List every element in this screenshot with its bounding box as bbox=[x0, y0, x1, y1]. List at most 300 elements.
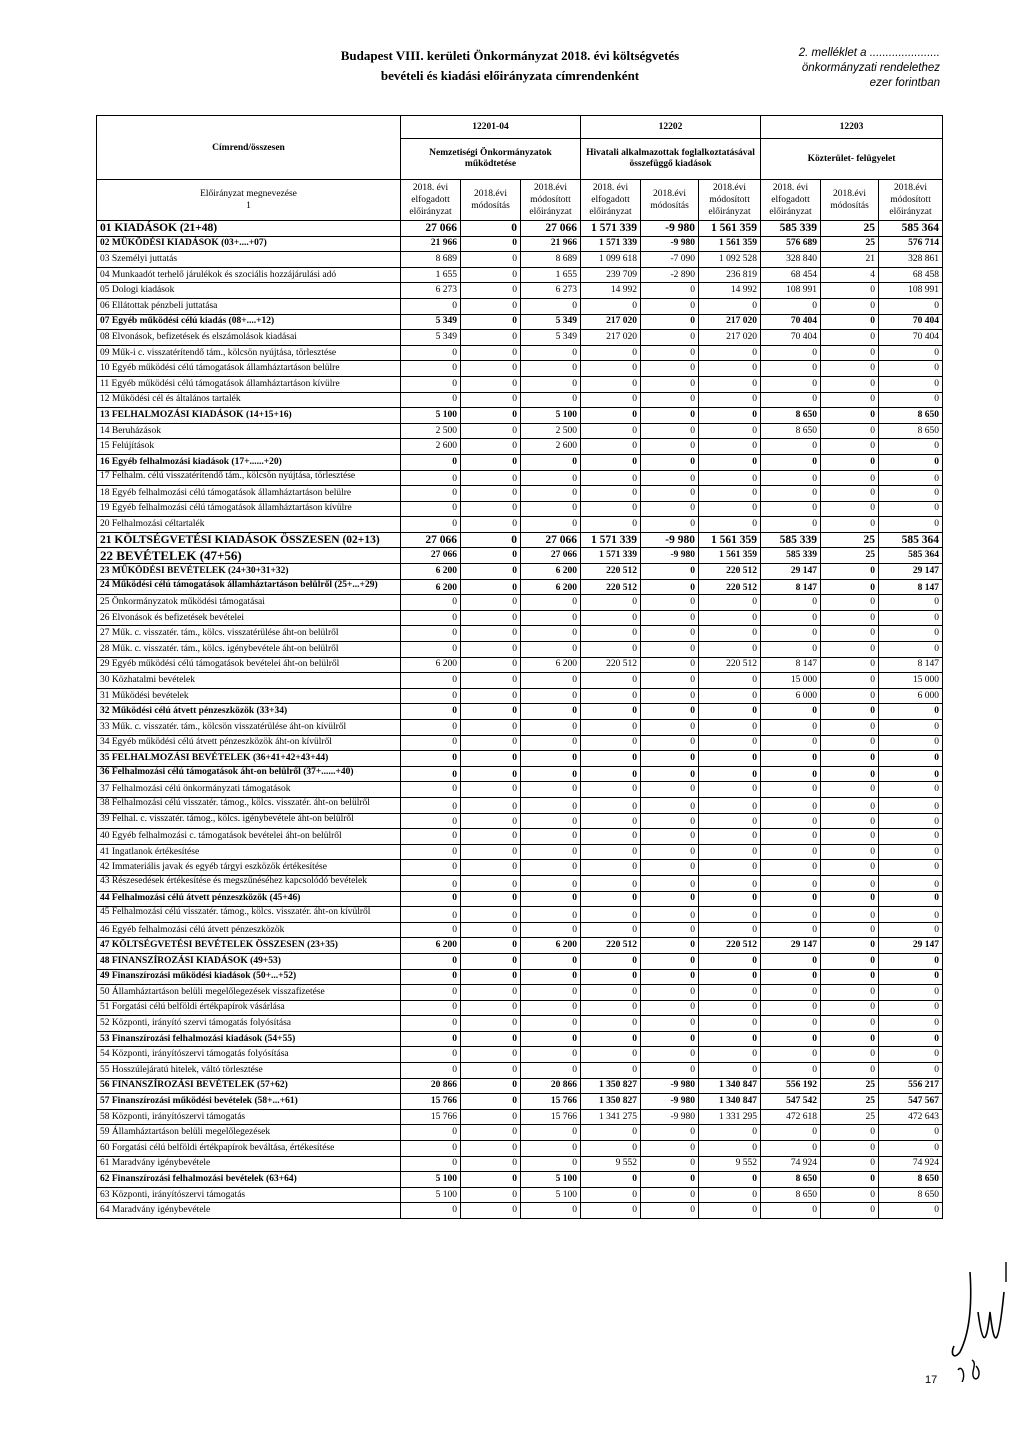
value-cell: 220 512 bbox=[699, 938, 761, 954]
table-row bbox=[97, 392, 943, 408]
corner-cimrend: Címrend/összesen bbox=[97, 116, 401, 180]
value-cell: 0 bbox=[879, 392, 943, 408]
value-cell: 0 bbox=[521, 1063, 581, 1079]
value-cell: 0 bbox=[401, 907, 461, 923]
value-cell: 6 200 bbox=[521, 938, 581, 954]
value-cell: 576 689 bbox=[761, 236, 821, 252]
value-cell: 0 bbox=[641, 969, 699, 985]
value-cell: 0 bbox=[581, 953, 641, 969]
row-label: 13 FELHALMOZÁSI KIADÁSOK (14+15+16) bbox=[97, 408, 401, 424]
value-cell: 0 bbox=[699, 673, 761, 689]
value-cell: 0 bbox=[879, 720, 943, 736]
value-cell: 0 bbox=[761, 1203, 821, 1219]
row-label: 63 Központi, irányítószervi támogatás bbox=[97, 1187, 401, 1203]
value-cell: 0 bbox=[521, 1047, 581, 1063]
value-cell: 0 bbox=[641, 361, 699, 377]
value-cell: 0 bbox=[521, 470, 581, 486]
row-label: 53 Finanszírozási felhalmozási kiadások (54+55) bbox=[97, 1031, 401, 1047]
value-cell: 0 bbox=[401, 1047, 461, 1063]
table-row bbox=[97, 1172, 943, 1188]
row-label: 26 Elvonások és befizetések bevételei bbox=[97, 610, 401, 626]
value-cell: 0 bbox=[641, 1203, 699, 1219]
value-cell: 0 bbox=[821, 564, 879, 580]
value-cell: 0 bbox=[521, 922, 581, 938]
value-cell: 0 bbox=[641, 408, 699, 424]
value-cell: 70 404 bbox=[761, 314, 821, 330]
value-cell: 1 571 339 bbox=[581, 548, 641, 564]
value-cell: 0 bbox=[581, 517, 641, 533]
value-cell: 0 bbox=[401, 875, 461, 891]
value-cell: 0 bbox=[401, 829, 461, 845]
value-cell: 0 bbox=[699, 361, 761, 377]
value-cell: 0 bbox=[641, 423, 699, 439]
value-cell: 0 bbox=[641, 938, 699, 954]
value-cell: 0 bbox=[461, 797, 521, 813]
value-cell: 472 618 bbox=[761, 1109, 821, 1125]
value-cell: 0 bbox=[581, 891, 641, 907]
value-cell: 0 bbox=[821, 797, 879, 813]
value-cell: 0 bbox=[521, 766, 581, 782]
value-cell: 0 bbox=[761, 969, 821, 985]
value-cell: 0 bbox=[581, 782, 641, 798]
column-header: 2018.évi módosítás bbox=[641, 180, 699, 221]
value-cell: 0 bbox=[821, 766, 879, 782]
row-label: 08 Elvonások, befizetések és elszámolások kiadásai bbox=[97, 330, 401, 346]
value-cell: 0 bbox=[641, 298, 699, 314]
value-cell: 0 bbox=[699, 844, 761, 860]
value-cell: 8 147 bbox=[879, 657, 943, 673]
value-cell: 0 bbox=[461, 345, 521, 361]
value-cell: 0 bbox=[821, 579, 879, 595]
value-cell: 0 bbox=[521, 1016, 581, 1032]
annex-line-1: 2. melléklet a ...................... bbox=[798, 47, 940, 59]
value-cell: 0 bbox=[699, 470, 761, 486]
table-row bbox=[97, 423, 943, 439]
table-row bbox=[97, 1125, 943, 1141]
value-cell: 0 bbox=[641, 720, 699, 736]
value-cell: 70 404 bbox=[879, 314, 943, 330]
value-cell: 1 099 618 bbox=[581, 252, 641, 268]
row-label: 10 Egyéb működési célú támogatások államháztartáson belülre bbox=[97, 361, 401, 377]
value-cell: 0 bbox=[699, 408, 761, 424]
value-cell: 0 bbox=[641, 985, 699, 1001]
value-cell: 0 bbox=[699, 517, 761, 533]
table-row bbox=[97, 548, 943, 564]
row-label: 25 Önkormányzatok működési támogatásai bbox=[97, 595, 401, 611]
value-cell: 0 bbox=[641, 782, 699, 798]
row-label: 07 Egyéb működési célú kiadás (08+....+12) bbox=[97, 314, 401, 330]
value-cell: 0 bbox=[461, 1047, 521, 1063]
value-cell: 0 bbox=[699, 735, 761, 751]
value-cell: 0 bbox=[699, 860, 761, 876]
value-cell: 1 561 359 bbox=[699, 236, 761, 252]
value-cell: 0 bbox=[641, 1156, 699, 1172]
table-row bbox=[97, 314, 943, 330]
value-cell: 0 bbox=[821, 1141, 879, 1157]
value-cell: 0 bbox=[761, 985, 821, 1001]
table-row bbox=[97, 891, 943, 907]
row-label: 42 Immateriális javak és egyéb tárgyi eszközök értékesítése bbox=[97, 860, 401, 876]
value-cell: 6 200 bbox=[521, 657, 581, 673]
value-cell: 8 650 bbox=[879, 1187, 943, 1203]
value-cell: 0 bbox=[461, 922, 521, 938]
value-cell: 0 bbox=[401, 688, 461, 704]
value-cell: -2 890 bbox=[641, 267, 699, 283]
value-cell: 0 bbox=[699, 392, 761, 408]
value-cell: 0 bbox=[879, 1031, 943, 1047]
value-cell: 21 966 bbox=[521, 236, 581, 252]
value-cell: 0 bbox=[879, 595, 943, 611]
value-cell: 0 bbox=[699, 875, 761, 891]
value-cell: 472 643 bbox=[879, 1109, 943, 1125]
group-name-1: Nemzetiségi Önkormányzatok működtetése bbox=[401, 139, 581, 180]
value-cell: 9 552 bbox=[581, 1156, 641, 1172]
value-cell: 5 100 bbox=[401, 408, 461, 424]
value-cell: 0 bbox=[401, 376, 461, 392]
value-cell: 0 bbox=[761, 766, 821, 782]
row-label: 46 Egyéb felhalmozási célú átvett pénzeszközök bbox=[97, 922, 401, 938]
value-cell: 0 bbox=[641, 844, 699, 860]
value-cell: 0 bbox=[521, 1141, 581, 1157]
value-cell: 0 bbox=[461, 626, 521, 642]
value-cell: 0 bbox=[821, 875, 879, 891]
row-label: 23 MŰKÖDÉSI BEVÉTELEK (24+30+31+32) bbox=[97, 564, 401, 580]
row-label: 28 Műk. c. visszatér. tám., kölcs. igénybevétele áht-on belülről bbox=[97, 642, 401, 658]
value-cell: 1 571 339 bbox=[581, 221, 641, 237]
value-cell: 0 bbox=[521, 875, 581, 891]
value-cell: 0 bbox=[821, 704, 879, 720]
table-row bbox=[97, 1016, 943, 1032]
table-row bbox=[97, 1094, 943, 1110]
value-cell: 0 bbox=[641, 1141, 699, 1157]
value-cell: 0 bbox=[641, 813, 699, 829]
value-cell: 0 bbox=[401, 1063, 461, 1079]
value-cell: 0 bbox=[699, 439, 761, 455]
value-cell: 0 bbox=[699, 969, 761, 985]
value-cell: 0 bbox=[761, 1000, 821, 1016]
value-cell: 0 bbox=[461, 423, 521, 439]
table-row bbox=[97, 470, 943, 486]
value-cell: 8 650 bbox=[879, 1172, 943, 1188]
value-cell: 0 bbox=[699, 376, 761, 392]
table-row bbox=[97, 782, 943, 798]
table-row bbox=[97, 595, 943, 611]
value-cell: 5 100 bbox=[521, 1172, 581, 1188]
value-cell: 0 bbox=[821, 470, 879, 486]
value-cell: 0 bbox=[581, 298, 641, 314]
value-cell: 0 bbox=[821, 891, 879, 907]
value-cell: 0 bbox=[581, 766, 641, 782]
column-header: 2018. évi elfogadott előirányzat bbox=[761, 180, 821, 221]
value-cell: 0 bbox=[699, 1000, 761, 1016]
value-cell: 0 bbox=[461, 221, 521, 237]
value-cell: 0 bbox=[879, 1000, 943, 1016]
table-row bbox=[97, 1109, 943, 1125]
value-cell: 0 bbox=[879, 345, 943, 361]
value-cell: 0 bbox=[821, 610, 879, 626]
corner-megnevezes bbox=[97, 180, 401, 221]
value-cell: 0 bbox=[461, 283, 521, 299]
value-cell: 0 bbox=[581, 486, 641, 502]
value-cell: 8 650 bbox=[761, 423, 821, 439]
value-cell: 0 bbox=[879, 298, 943, 314]
value-cell: 0 bbox=[521, 829, 581, 845]
value-cell: 0 bbox=[641, 751, 699, 767]
value-cell: 556 217 bbox=[879, 1078, 943, 1094]
table-row bbox=[97, 1187, 943, 1203]
value-cell: 0 bbox=[879, 969, 943, 985]
value-cell: 0 bbox=[699, 1203, 761, 1219]
value-cell: -7 090 bbox=[641, 252, 699, 268]
value-cell: 14 992 bbox=[699, 283, 761, 299]
value-cell: 0 bbox=[581, 829, 641, 845]
value-cell: 239 709 bbox=[581, 267, 641, 283]
table-row bbox=[97, 376, 943, 392]
table-row bbox=[97, 345, 943, 361]
table-row bbox=[97, 797, 943, 813]
value-cell: 0 bbox=[879, 501, 943, 517]
value-cell: 0 bbox=[821, 953, 879, 969]
value-cell: 0 bbox=[401, 860, 461, 876]
table-row bbox=[97, 361, 943, 377]
value-cell: 0 bbox=[401, 1000, 461, 1016]
value-cell: 0 bbox=[461, 361, 521, 377]
table-row bbox=[97, 610, 943, 626]
value-cell: 0 bbox=[821, 283, 879, 299]
row-label: 50 Államháztartáson belüli megelőlegezések visszafizetése bbox=[97, 985, 401, 1001]
value-cell: 0 bbox=[821, 985, 879, 1001]
value-cell: 0 bbox=[641, 470, 699, 486]
value-cell: 0 bbox=[879, 1047, 943, 1063]
value-cell: 29 147 bbox=[879, 564, 943, 580]
value-cell: 0 bbox=[821, 844, 879, 860]
value-cell: 0 bbox=[401, 751, 461, 767]
page-number: 17 bbox=[925, 1374, 938, 1386]
value-cell: 1 571 339 bbox=[581, 236, 641, 252]
value-cell: 0 bbox=[521, 1125, 581, 1141]
value-cell: 0 bbox=[699, 486, 761, 502]
value-cell: 0 bbox=[761, 735, 821, 751]
value-cell: 0 bbox=[461, 454, 521, 470]
value-cell: 0 bbox=[461, 673, 521, 689]
table-row bbox=[97, 1156, 943, 1172]
value-cell: 5 349 bbox=[521, 330, 581, 346]
value-cell: 0 bbox=[641, 766, 699, 782]
row-label: 05 Dologi kiadások bbox=[97, 283, 401, 299]
value-cell: 0 bbox=[821, 1125, 879, 1141]
table-row bbox=[97, 236, 943, 252]
table-row bbox=[97, 564, 943, 580]
value-cell: 0 bbox=[641, 953, 699, 969]
value-cell: 70 404 bbox=[879, 330, 943, 346]
value-cell: 0 bbox=[821, 1063, 879, 1079]
value-cell: 220 512 bbox=[699, 564, 761, 580]
value-cell: 0 bbox=[761, 454, 821, 470]
table-row bbox=[97, 938, 943, 954]
column-header: 2018.évi módosított előirányzat bbox=[699, 180, 761, 221]
row-label: 54 Központi, irányítószervi támogatás folyósítása bbox=[97, 1047, 401, 1063]
value-cell: 8 147 bbox=[879, 579, 943, 595]
value-cell: 15 766 bbox=[401, 1109, 461, 1125]
value-cell: 0 bbox=[641, 891, 699, 907]
value-cell: 0 bbox=[761, 922, 821, 938]
value-cell: 0 bbox=[641, 829, 699, 845]
value-cell: 0 bbox=[699, 454, 761, 470]
value-cell: 0 bbox=[879, 735, 943, 751]
value-cell: 0 bbox=[401, 486, 461, 502]
value-cell: 2 500 bbox=[401, 423, 461, 439]
value-cell: 0 bbox=[641, 657, 699, 673]
value-cell: 0 bbox=[641, 1172, 699, 1188]
value-cell: 0 bbox=[699, 642, 761, 658]
value-cell: 0 bbox=[879, 704, 943, 720]
value-cell: 0 bbox=[879, 813, 943, 829]
table-row bbox=[97, 283, 943, 299]
value-cell: 0 bbox=[641, 486, 699, 502]
value-cell: 0 bbox=[641, 1031, 699, 1047]
table-row bbox=[97, 1031, 943, 1047]
value-cell: 585 364 bbox=[879, 221, 943, 237]
value-cell: 5 100 bbox=[401, 1172, 461, 1188]
table-row bbox=[97, 454, 943, 470]
table-row bbox=[97, 298, 943, 314]
value-cell: 0 bbox=[581, 595, 641, 611]
row-label: 02 MŰKÖDÉSI KIADÁSOK (03+....+07) bbox=[97, 236, 401, 252]
value-cell: 0 bbox=[521, 797, 581, 813]
value-cell: 0 bbox=[521, 454, 581, 470]
value-cell: 0 bbox=[461, 766, 521, 782]
value-cell: 0 bbox=[401, 891, 461, 907]
value-cell: 0 bbox=[821, 657, 879, 673]
value-cell: 6 273 bbox=[521, 283, 581, 299]
value-cell: 14 992 bbox=[581, 283, 641, 299]
table-row bbox=[97, 1063, 943, 1079]
table-row bbox=[97, 1141, 943, 1157]
value-cell: 0 bbox=[821, 1172, 879, 1188]
value-cell: 0 bbox=[581, 985, 641, 1001]
row-label: 40 Egyéb felhalmozási c. támogatások bevételei áht-on belülről bbox=[97, 829, 401, 845]
value-cell: 0 bbox=[821, 408, 879, 424]
value-cell: 0 bbox=[521, 735, 581, 751]
value-cell: 0 bbox=[699, 751, 761, 767]
value-cell: 25 bbox=[821, 236, 879, 252]
value-cell: 0 bbox=[761, 860, 821, 876]
value-cell: 556 192 bbox=[761, 1078, 821, 1094]
value-cell: 0 bbox=[821, 688, 879, 704]
table-row bbox=[97, 720, 943, 736]
value-cell: 0 bbox=[699, 720, 761, 736]
row-label: 58 Központi, irányítószervi támogatás bbox=[97, 1109, 401, 1125]
value-cell: 0 bbox=[461, 985, 521, 1001]
row-label: 20 Felhalmozási céltartalék bbox=[97, 517, 401, 533]
value-cell: 0 bbox=[699, 501, 761, 517]
value-cell: 0 bbox=[761, 891, 821, 907]
value-cell: 0 bbox=[581, 1203, 641, 1219]
value-cell: 0 bbox=[461, 408, 521, 424]
value-cell: 0 bbox=[461, 564, 521, 580]
value-cell: 0 bbox=[821, 392, 879, 408]
column-header: 2018. évi elfogadott előirányzat bbox=[581, 180, 641, 221]
value-cell: 6 200 bbox=[401, 579, 461, 595]
value-cell: 0 bbox=[581, 688, 641, 704]
value-cell: 6 200 bbox=[401, 938, 461, 954]
value-cell: 0 bbox=[821, 439, 879, 455]
value-cell: 108 991 bbox=[761, 283, 821, 299]
value-cell: 0 bbox=[581, 1047, 641, 1063]
value-cell: 0 bbox=[461, 860, 521, 876]
value-cell: 0 bbox=[401, 1156, 461, 1172]
row-label: 49 Finanszírozási működési kiadások (50+...+52) bbox=[97, 969, 401, 985]
value-cell: 0 bbox=[461, 782, 521, 798]
table-row bbox=[97, 704, 943, 720]
value-cell: 6 200 bbox=[401, 564, 461, 580]
row-label: 56 FINANSZÍROZÁSI BEVÉTELEK (57+62) bbox=[97, 1078, 401, 1094]
value-cell: 74 924 bbox=[761, 1156, 821, 1172]
value-cell: 236 819 bbox=[699, 267, 761, 283]
value-cell: 0 bbox=[461, 953, 521, 969]
value-cell: 0 bbox=[461, 1203, 521, 1219]
value-cell: 0 bbox=[879, 766, 943, 782]
value-cell: 0 bbox=[879, 844, 943, 860]
value-cell: 0 bbox=[461, 298, 521, 314]
value-cell: 20 866 bbox=[521, 1078, 581, 1094]
value-cell: 0 bbox=[581, 751, 641, 767]
value-cell: 0 bbox=[641, 1047, 699, 1063]
value-cell: 0 bbox=[761, 1141, 821, 1157]
value-cell: 0 bbox=[761, 875, 821, 891]
value-cell: 0 bbox=[461, 548, 521, 564]
row-label: 57 Finanszírozási működési bevételek (58+...+61) bbox=[97, 1094, 401, 1110]
value-cell: 0 bbox=[461, 844, 521, 860]
table-row bbox=[97, 922, 943, 938]
value-cell: -9 980 bbox=[641, 1094, 699, 1110]
value-cell: 0 bbox=[879, 782, 943, 798]
value-cell: 0 bbox=[401, 298, 461, 314]
table-row bbox=[97, 221, 943, 237]
value-cell: 0 bbox=[879, 797, 943, 813]
annex-line-2: önkormányzati rendelethez bbox=[801, 62, 940, 74]
value-cell: 0 bbox=[461, 1109, 521, 1125]
value-cell: 0 bbox=[821, 673, 879, 689]
value-cell: 220 512 bbox=[699, 579, 761, 595]
table-row bbox=[97, 766, 943, 782]
value-cell: 0 bbox=[821, 938, 879, 954]
value-cell: 585 339 bbox=[761, 532, 821, 548]
table-row bbox=[97, 1203, 943, 1219]
value-cell: 1 655 bbox=[401, 267, 461, 283]
value-cell: 0 bbox=[521, 782, 581, 798]
table-row bbox=[97, 969, 943, 985]
value-cell: 0 bbox=[761, 595, 821, 611]
value-cell: 0 bbox=[641, 610, 699, 626]
table-row bbox=[97, 1047, 943, 1063]
value-cell: 0 bbox=[879, 891, 943, 907]
value-cell: 0 bbox=[641, 673, 699, 689]
row-label: 45 Felhalmozási célú visszatér. támog., kölcs. visszatér. áht-on kívülről bbox=[97, 907, 401, 923]
value-cell: 0 bbox=[699, 1125, 761, 1141]
value-cell: 0 bbox=[821, 922, 879, 938]
row-label: 55 Hosszúlejáratú hitelek, váltó törlesztése bbox=[97, 1063, 401, 1079]
value-cell: 585 339 bbox=[761, 221, 821, 237]
value-cell: 9 552 bbox=[699, 1156, 761, 1172]
value-cell: 0 bbox=[821, 423, 879, 439]
value-cell: 2 500 bbox=[521, 423, 581, 439]
value-cell: 585 364 bbox=[879, 532, 943, 548]
value-cell: 0 bbox=[641, 283, 699, 299]
value-cell: 0 bbox=[581, 376, 641, 392]
value-cell: 0 bbox=[461, 376, 521, 392]
value-cell: 0 bbox=[401, 735, 461, 751]
